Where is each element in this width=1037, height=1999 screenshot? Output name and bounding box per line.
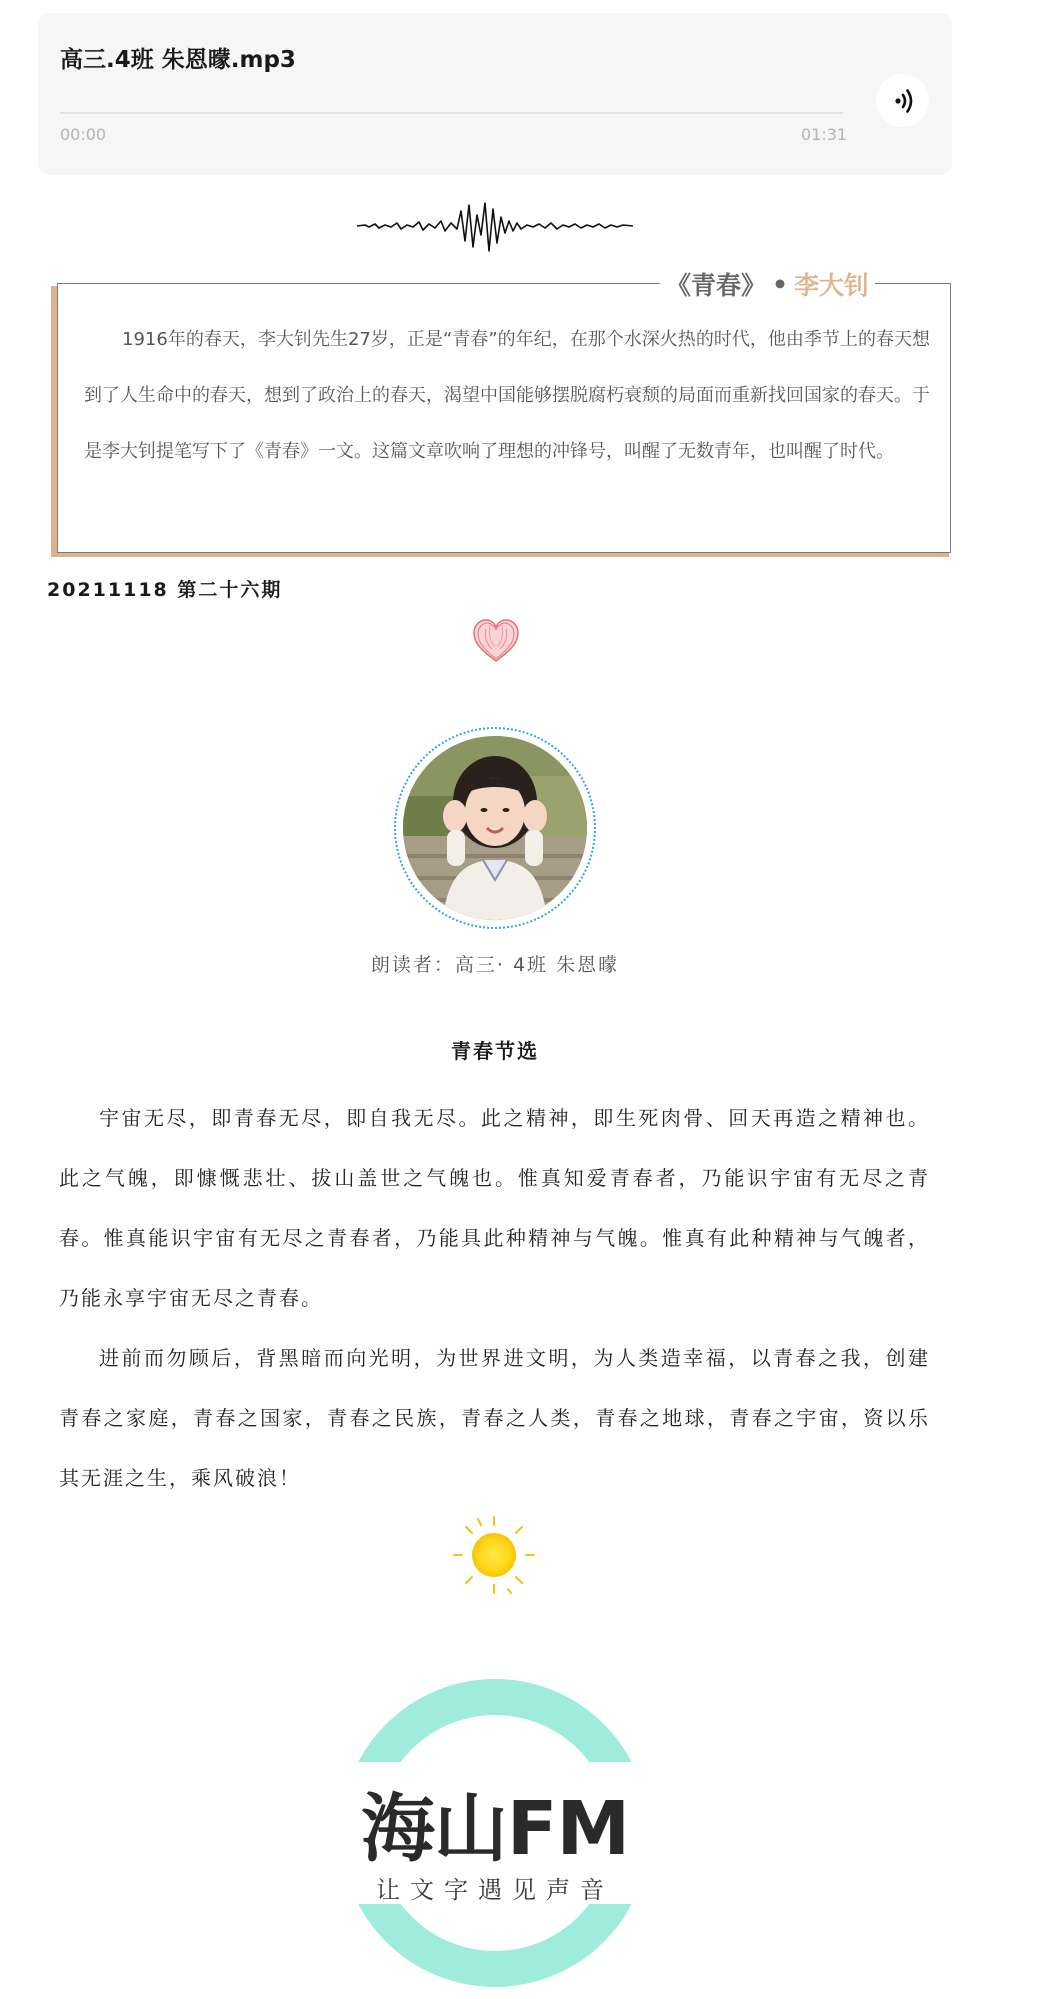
poem-paragraph: 进前而勿顾后，背黑暗而向光明，为世界进文明，为人类造幸福，以青春之我，创建青春之家庭，青春之国家，青春之民族，青春之人类，青春之地球，青春之宇宙，资以乐其无涯之生，乘风破浪！	[59, 1346, 930, 1490]
reader-avatar	[403, 736, 587, 920]
issue-label: 20211118 第二十六期	[47, 579, 283, 601]
intro-heading-separator: •	[772, 269, 788, 299]
audio-player	[38, 13, 952, 175]
reader-caption: 朗读者：高三· 4班 朱恩曚	[370, 954, 620, 976]
logo-main-text: 海山FM	[360, 1786, 630, 1872]
audio-title: 高三.4班 朱恩曚.mp3	[60, 47, 296, 73]
sun-icon	[448, 1511, 540, 1599]
poem-title: 青春节选	[451, 1039, 539, 1063]
intro-heading-title: 《青春》	[666, 271, 767, 300]
intro-text: 1916年的春天，李大钊先生27岁，正是“青春”的年纪，在那个水深火热的时代，他由季节上的春天想到了人生命中的春天，想到了政治上的春天，渴望中国能够摆脱腐朽衰颓的局面而重新找回国家的春天。于是李大钊提笔写下了《青春》一文。这篇文章吹响了理想的冲锋号，叫醒了无数青年，也叫醒了时代。	[84, 329, 930, 462]
intro-heading	[660, 266, 875, 302]
haishan-fm-logo	[332, 1670, 658, 1999]
waveform-divider-icon	[357, 195, 633, 257]
intro-heading-author: 李大钊	[794, 271, 870, 300]
audio-play-button[interactable]	[876, 74, 929, 127]
volume-play-icon	[876, 74, 929, 127]
heart-icon	[468, 615, 524, 667]
audio-duration: 01:31	[801, 125, 848, 144]
poem-paragraph: 宇宙无尽，即青春无尽，即自我无尽。此之精神，即生死肉骨、回天再造之精神也。此之气魄，即慷慨悲壮、拔山盖世之气魄也。惟真知爱青春者，乃能识宇宙有无尽之青春。惟真能识宇宙有无尽之青春者，乃能具此种精神与气魄。惟真有此种精神与气魄者，乃能永享宇宙无尽之青春。	[59, 1106, 930, 1310]
poem-body	[59, 1088, 930, 1508]
logo-sub-text: 让文字遇见声音	[376, 1876, 614, 1904]
audio-current-time: 00:00	[60, 125, 107, 144]
audio-progress-bar[interactable]	[60, 112, 843, 114]
